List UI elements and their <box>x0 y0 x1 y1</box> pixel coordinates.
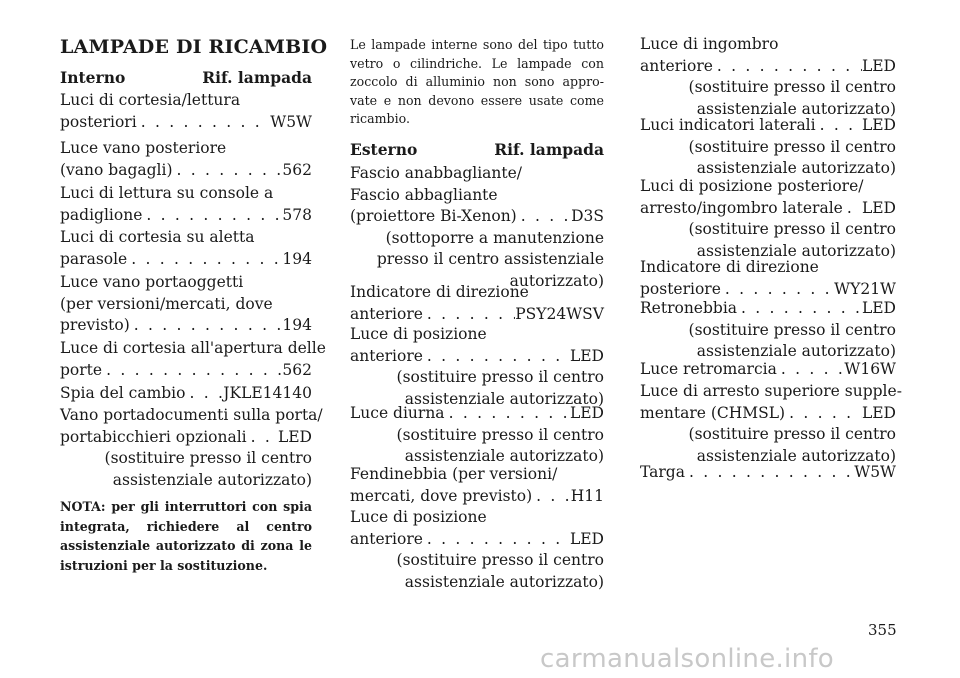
bulb-ref: 562 <box>282 160 312 179</box>
entry-label: Luce di posizione <box>350 325 487 343</box>
esterno-entry-2 <box>350 282 604 325</box>
entry-label: Luci di lettura su console a <box>60 184 274 202</box>
interno-entry-2 <box>60 138 312 181</box>
esterno-entry-8 <box>640 115 896 180</box>
entry-label: Luci indicatori laterali <box>640 116 816 134</box>
esterno-header-right: Rif. lampada <box>494 140 604 159</box>
entry-label: porte <box>60 360 103 379</box>
entry-subnote: (sostituire presso il centro assistenziale autorizzato) <box>688 78 896 118</box>
interno-header-left: Interno <box>60 68 126 87</box>
entry-subnote: (sostituire presso il centro assistenziale autorizzato) <box>688 220 896 260</box>
bulb-ref: W5W <box>854 463 896 481</box>
entry-subnote: (sottoporre a manutenzione presso il centro assistenziale autorizzato) <box>376 228 604 290</box>
entry-label: Luce di ingombro <box>640 35 779 53</box>
bulb-ref: 562 <box>282 360 312 379</box>
interno-entry-1 <box>60 90 312 133</box>
nota-paragraph: NOTA: per gli interruttori con spia integrata, richiedere al centro assistenziale autorizzato di zona le istruzioni per la sostituzione. <box>60 499 312 573</box>
entry-label: Retronebbia <box>640 299 738 317</box>
bulb-ref: LED <box>569 404 604 422</box>
entry-label: Luce diurna <box>350 404 445 422</box>
page-number: 355 <box>868 621 897 639</box>
entry-label: previsto) <box>60 316 130 334</box>
bulb-ref: LED <box>277 427 312 446</box>
entry-label: Spia del cambio <box>60 384 186 402</box>
bulb-ref: LED <box>861 403 896 422</box>
entry-label: Luci di posizione posteriore/ <box>640 177 864 195</box>
entry-subnote: (sostituire presso il centro assistenziale autorizzato) <box>688 320 896 360</box>
entry-label: posteriori <box>60 112 137 131</box>
entry-label: Luce vano posteriore <box>60 139 227 157</box>
bulb-ref: WY21W <box>834 279 896 298</box>
bulb-ref: W16W <box>844 360 896 378</box>
interno-entry-4 <box>60 227 312 270</box>
entry-subnote: (sostituire presso il centro assistenziale autorizzato) <box>688 425 896 465</box>
interior-bulb-paragraph: Le lampade interne sono del tipo tutto vetro o cilindriche. Le lampade con zoccolo di alluminio non sono appro-vate e non devono essere usate come ricambio. <box>350 37 604 127</box>
entry-label: posteriore <box>640 279 721 298</box>
entry-label: (per versioni/mercati, dove <box>60 294 273 313</box>
entry-label: Fascio abbagliante <box>350 185 498 204</box>
esterno-header <box>350 140 604 159</box>
bulb-ref: 194 <box>282 316 312 334</box>
entry-label: Luci di cortesia/lettura <box>60 91 241 109</box>
entry-label: Vano portadocumenti sulla porta/ <box>60 406 323 424</box>
esterno-entry-6 <box>350 507 604 593</box>
interno-entry-7 <box>60 383 312 405</box>
entry-label: Luce di arresto superiore supple- <box>640 382 902 400</box>
interno-entry-3 <box>60 183 312 226</box>
esterno-entry-13 <box>640 381 902 467</box>
entry-label: padiglione <box>60 205 143 224</box>
entry-label: Indicatore di direzione <box>350 283 529 301</box>
entry-label: mercati, dove previsto) <box>350 486 533 505</box>
entry-label: Luce di posizione <box>350 508 487 526</box>
entry-label: Luci di cortesia su aletta <box>60 228 255 246</box>
entry-subnote: (sostituire presso il centro assistenziale autorizzato) <box>104 449 312 489</box>
bulb-ref: D3S <box>571 207 604 225</box>
entry-label: anteriore <box>350 346 423 365</box>
bulb-ref: 578 <box>282 205 312 224</box>
entry-label: (vano bagagli) <box>60 160 173 179</box>
bulb-ref: JKLE14140 <box>223 384 312 402</box>
entry-label: anteriore <box>350 304 423 323</box>
entry-label: parasole <box>60 249 128 268</box>
entry-label: anteriore <box>640 56 713 75</box>
bulb-ref: W5W <box>270 112 312 131</box>
bulb-ref: LED <box>861 116 896 134</box>
bulb-ref: LED <box>569 529 604 548</box>
bulb-ref: LED <box>861 299 896 317</box>
entry-label: Indicatore di direzione <box>640 258 819 276</box>
esterno-entry-7 <box>640 34 896 120</box>
bulb-ref: LED <box>861 56 896 75</box>
entry-label: Luce vano portaoggetti <box>60 273 244 291</box>
bulb-ref: LED <box>569 346 604 365</box>
esterno-entry-5 <box>350 464 604 507</box>
interno-entry-6 <box>60 338 326 381</box>
entry-subnote: (sostituire presso il centro assistenziale autorizzato) <box>396 425 604 465</box>
entry-label: Luce retromarcia <box>640 360 777 378</box>
entry-label: (proiettore Bi-Xenon) <box>350 207 517 225</box>
bulb-ref: PSY24WSV <box>515 304 604 323</box>
entry-subnote: (sostituire presso il centro assistenziale autorizzato) <box>396 551 604 591</box>
entry-label: Fascio anabbagliante/ <box>350 164 523 182</box>
esterno-entry-14 <box>640 462 896 484</box>
esterno-entry-9 <box>640 176 896 262</box>
esterno-header-left: Esterno <box>350 140 418 159</box>
entry-label: arresto/ingombro laterale <box>640 198 843 217</box>
bulb-ref: LED <box>861 198 896 217</box>
entry-label: mentare (CHMSL) <box>640 403 786 422</box>
esterno-entry-10 <box>640 257 896 300</box>
interno-header-right: Rif. lampada <box>202 68 312 87</box>
entry-label: Targa <box>640 463 685 481</box>
bulb-ref: H11 <box>570 486 604 505</box>
entry-label: Luce di cortesia all'apertura delle <box>60 339 326 357</box>
entry-label: portabicchieri opzionali <box>60 427 247 446</box>
page-title: LAMPADE DI RICAMBIO <box>60 36 328 58</box>
esterno-entry-12 <box>640 359 896 381</box>
bulb-ref: 194 <box>282 249 312 268</box>
esterno-entry-1 <box>350 163 604 292</box>
esterno-entry-3 <box>350 324 604 410</box>
entry-subnote: (sostituire presso il centro assistenziale autorizzato) <box>396 368 604 408</box>
entry-subnote: (sostituire presso il centro assistenziale autorizzato) <box>688 137 896 177</box>
esterno-entry-11 <box>640 298 896 363</box>
interno-entry-5 <box>60 272 312 337</box>
entry-label: anteriore <box>350 529 423 548</box>
interno-entry-8 <box>60 405 323 491</box>
esterno-entry-4 <box>350 403 604 468</box>
watermark: carmanualsonline.info <box>540 644 835 674</box>
entry-label: Fendinebbia (per versioni/ <box>350 465 558 483</box>
interno-header <box>60 68 312 87</box>
